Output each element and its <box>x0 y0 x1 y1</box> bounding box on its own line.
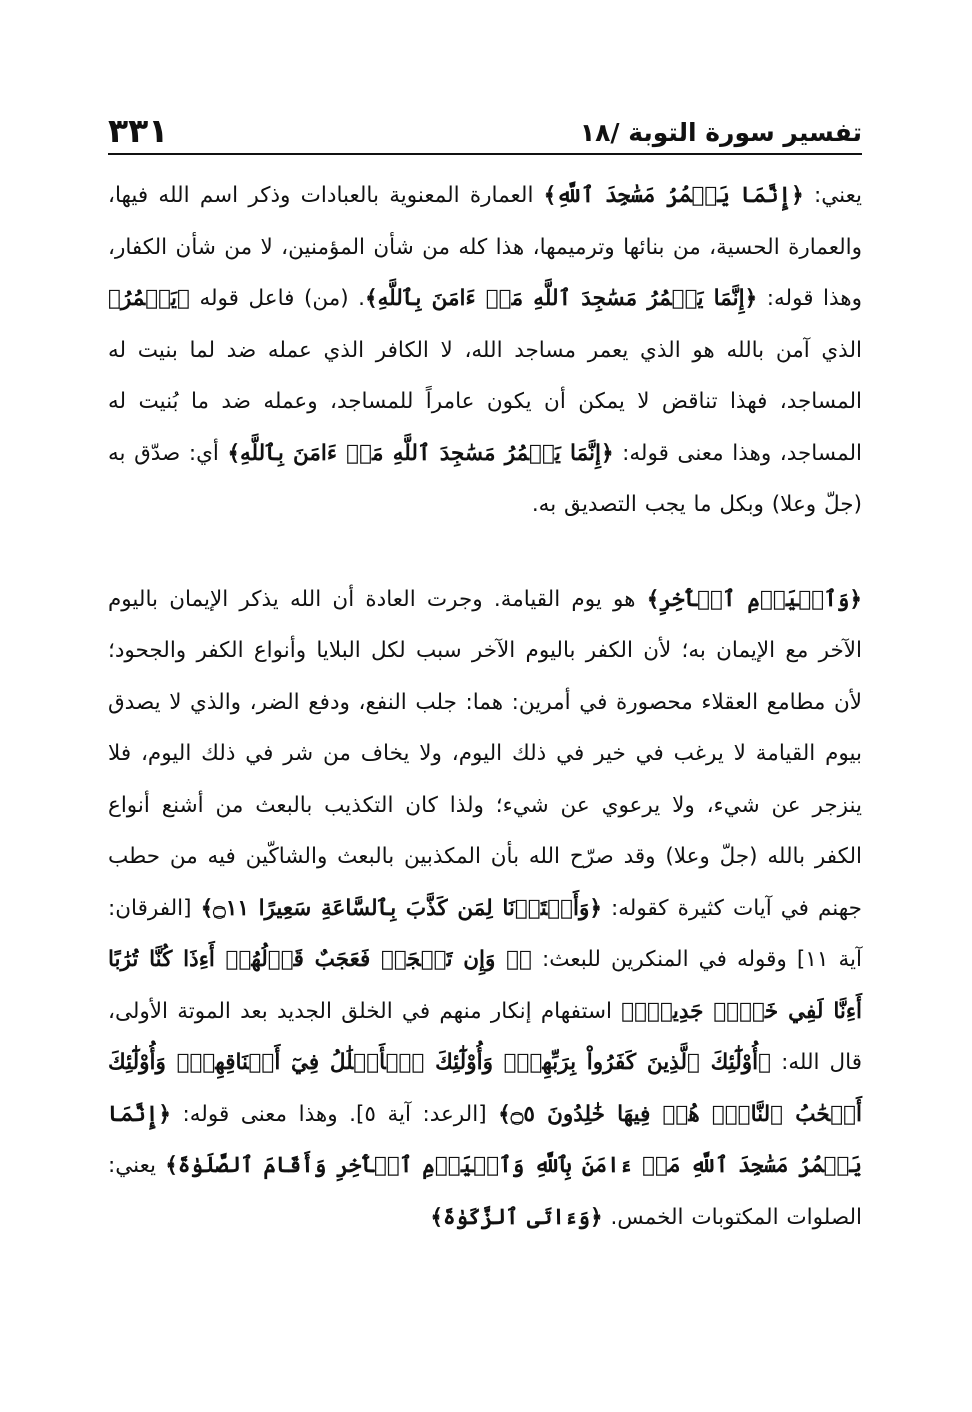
text-segment: الذي آمن بالله هو الذي يعمر مساجد الله، لا الكافر الذي عمله ضد لما بنيت له المساجد، فهذا تناقض لا يمكن أن يكون عامراً للمساجد، وعمله ضد ما بُنيت له المساجد، وهذا معنى قوله: <box>108 337 862 466</box>
text-segment: أي: صدّق به (جلّ وعلا) وبكل ما يجب التصديق به. <box>108 440 862 517</box>
quran-verse: ﴿إِنَّمَا يَعۡمُرُ مَسَٰجِدَ ٱللَّهِ مَنۡ ءَامَنَ بِٱللَّهِ﴾ <box>365 286 758 311</box>
quran-verse: ﴿إِنَّمَا يَعۡمُرُ مَسَٰجِدَ ٱللَّهِ﴾ <box>543 183 804 208</box>
text-segment: يعني: الصلوات المكتوبات الخمس. <box>108 1153 862 1230</box>
quran-verse: ﴿أُوْلَٰٓئِكَ ٱلَّذِينَ كَفَرُواْ بِرَبِّهِمۡۖ وَأُوْلَٰٓئِكَ ٱلۡأَغۡلَٰلُ فِيٓ أَعۡنَاقِهِمۡۖ وَأُوْلَٰٓئِكَ أَصۡحَٰبُ ٱلنَّارِۖ هُمۡ فِيهَا خَٰلِدُونَ ۝٥﴾ <box>108 1050 863 1127</box>
quran-verse: ﴿يَعۡمُرُ﴾ <box>108 286 190 311</box>
body-text <box>108 170 862 1243</box>
text-segment: [الرعد: آية ٥]. وهذا معنى قوله: <box>171 1101 499 1127</box>
quran-verse: ﴿۞ وَإِن تَعۡجَبۡ فَعَجَبٌ قَوۡلُهُمۡ أَءِذَا كُنَّا تُرَٰبًا أَءِنَّا لَفِي خَلۡقٖ جَدِيدٍۗ﴾ <box>108 947 862 1024</box>
running-header <box>108 102 862 150</box>
text-segment: يعني: <box>803 183 863 208</box>
quran-verse: ﴿وَٱلۡيَوۡمِ ٱلۡأٓخِرِ﴾ <box>646 586 862 612</box>
quran-verse: ﴿وَءَاتَى ٱلزَّكَوٰةَ﴾ <box>430 1204 603 1230</box>
paragraph-1 <box>108 170 862 531</box>
text-segment: [الفرقان: آية ١١] وقوله في المنكرين للبعث: <box>108 895 862 972</box>
header-title: تفسير سورة التوبة /١٨ <box>579 118 862 147</box>
paragraph-2 <box>108 574 862 1244</box>
text-segment: العمارة المعنوية بالعبادات وذكر اسم الله فيها، والعمارة الحسية، من بنائها وترميمها، هذا كله من شأن المؤمنين، لا من شأن الكفار، وهذا قوله: <box>108 183 863 311</box>
quran-verse: ﴿وَأَعۡتَدۡنَا لِمَن كَذَّبَ بِٱلسَّاعَةِ سَعِيرًا ۝١١﴾ <box>200 895 602 921</box>
page-number: ٣٣١ <box>108 111 169 150</box>
quran-verse: ﴿إِنَّمَا يَعۡمُرُ مَسَٰجِدَ ٱللَّهِ مَنۡ ءَامَنَ بِٱللَّهِ وَٱلۡيَوۡمِ ٱلۡأٓخِرِ وَأَقَامَ ٱلصَّلَوٰةَ﴾ <box>108 1101 862 1178</box>
text-segment: استفهام إنكار منهم في الخلق الجديد بعد الموتة الأولى، قال الله: <box>108 998 863 1075</box>
text-segment: . (من) فاعل قوله <box>189 286 366 311</box>
quran-verse: ﴿إِنَّمَا يَعۡمُرُ مَسَٰجِدَ ٱللَّهِ مَنۡ ءَامَنَ بِٱللَّهِ﴾ <box>227 440 614 466</box>
header-divider <box>108 153 862 155</box>
text-segment: هو يوم القيامة. وجرت العادة أن الله يذكر الإيمان باليوم الآخر مع الإيمان به؛ لأن الكفر باليوم الآخر سبب لكل البلايا وأنواع الكفر والجحود؛ لأن مطامع العقلاء محصورة في أمرين: هما: جلب النفع، ودفع الضر، والذي لا يصدق بيوم القيامة لا يرغب في خير في ذلك اليوم، ولا يخاف من شر في ذلك اليوم، فلا ينزجر عن شيء، ولا يرعوي عن شيء؛ ولذا كان التكذيب بالبعث من أشنع أنواع الكفر بالله (جلّ وعلا) وقد صرّح الله بأن المكذبين بالبعث والشاكّين فيه من حطب جهنم في آيات كثيرة كقوله: <box>108 586 862 921</box>
